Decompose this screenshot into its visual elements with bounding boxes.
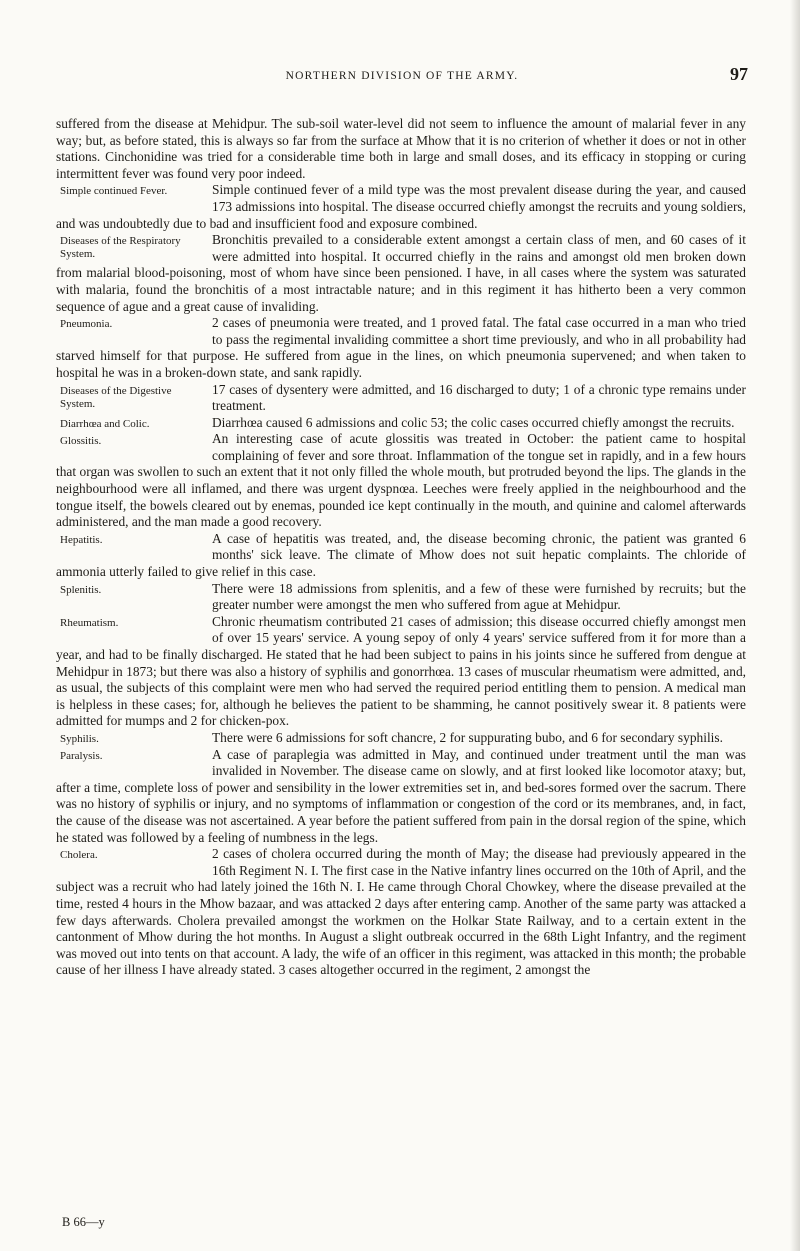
signature-mark: B 66—y — [62, 1215, 105, 1229]
side-heading: Diarrhœa and Colic. — [60, 417, 150, 430]
side-heading: Rheumatism. — [60, 616, 119, 629]
page-number: 97 — [730, 64, 748, 84]
paragraph — [56, 730, 746, 747]
paragraph — [56, 315, 746, 381]
side-heading: Diseases of the Respiratory System. — [60, 235, 181, 261]
page-edge-shadow — [790, 0, 800, 1251]
paragraph — [56, 382, 746, 415]
paragraph-text: 2 cases of pneumonia were treated, and 1 proved fatal. The fatal case occurred in a man who tried to pass the regimental invaliding committee a short time previously, and who in all probability had starved himself for that purpose. He suffered from ague in the lines, on which pneumonia supervened; and when taken to hospital he was in a broken-down state, and sank rapidly. — [56, 315, 746, 380]
side-heading: Paralysis. — [60, 749, 103, 762]
paragraph — [56, 232, 746, 315]
paragraph — [56, 182, 746, 232]
paragraph-text: Diarrhœa caused 6 admissions and colic 53; the colic cases occurred chiefly amongst the recruits. — [212, 414, 735, 430]
side-heading: Syphilis. — [60, 732, 99, 745]
page-header — [56, 66, 748, 92]
paragraph-text: An interesting case of acute glossitis was treated in October: the patient came to hospital complaining of fever and sore throat. Inflammation of the tongue set in rapidly, and in a few hours that organ was swollen to such an extent that it not only filled the whole mouth, but protruded beyond the lips. The glands in the neighbourhood were all inflamed, and there was urgent dyspnœa. Leeches were freely applied in the neighbourhood and the tongue itself, the bowels cleared out by enemas, pounded ice kept continually in the mouth, and quinine and calomel afterwards administered, and the man made a good recovery. — [56, 431, 746, 530]
paragraph-text: A case of hepatitis was treated, and, the disease becoming chronic, the patient was granted 6 months' sick leave. The climate of Mhow does not suit hepatic complaints. The chloride of ammonia utterly failed to give relief in this case. — [56, 530, 746, 580]
side-heading: Simple continued Fever. — [60, 185, 168, 198]
paragraph-text: 17 cases of dysentery were admitted, and 16 discharged to duty; 1 of a chronic type remains under treatment. — [212, 381, 746, 414]
paragraph — [56, 116, 746, 182]
side-heading: Pneumonia. — [60, 318, 113, 331]
side-heading: Glossitis. — [60, 434, 102, 447]
paragraph — [56, 846, 746, 979]
paragraph-text: 2 cases of cholera occurred during the month of May; the disease had previously appeared in the 16th Regiment N. I. The first case in the Native infantry lines occurred on the 10th of April, and the subject was a recruit who had lately joined the 16th N. I. He came through Choral Chowkey, where the disease prevailed at the time, rested 4 hours in the Mhow bazaar, and was attacked 2 days after entering camp. Another of the same party was attacked a few days afterwards. Cholera prevailed amongst the workmen on the Holkar State Railway, and to a certain extent in the cantonment of Mhow during the hot months. In August a slight outbreak occurred in the 68th Light Infantry, and the regiment was moved out into tents on that account. A lady, the wife of an officer in this regiment, was attacked in this month; the probable cause of her illness I have already stated. 3 cases altogether occurred in the regiment, 2 amongst the — [56, 846, 746, 978]
side-heading: Diseases of the Digestive System. — [60, 384, 172, 410]
running-head: NORTHERN DIVISION OF THE ARMY. — [285, 70, 519, 82]
paragraph — [56, 431, 746, 531]
paragraph-text: Simple continued fever of a mild type was the most prevalent disease during the year, and caused 173 admissions into hospital. The disease occurred chiefly amongst the recruits and young soldiers, and was undoubtedly due to bad and insufficient food and exposure combined. — [56, 182, 746, 231]
paragraph-text: suffered from the disease at Mehidpur. The sub-soil water-level did not seem to influence the amount of malarial fever in any way; but, as before stated, this is always so far from the surface at Mhow that it is no criterion of whether it does or not in other stations. Cinchonidine was tried for a considerable time both in large and small doses, and its efficacy in stopping or curing intermittent fever was found very poor indeed. — [56, 116, 746, 181]
side-heading: Hepatitis. — [60, 533, 103, 546]
paragraph — [56, 415, 746, 432]
paragraph — [56, 581, 746, 614]
side-heading: Cholera. — [60, 849, 98, 862]
paragraph-text: Chronic rheumatism contributed 21 cases of admission; this disease occurred chiefly amongst men of over 15 years' service. A young sepoy of only 4 years' service suffered from it for more than a year, and had to be finally discharged. He stated that he had been subject to pains in his joints since he suffered from dengue at Mehidpur in 1873; but there was also a history of syphilis and gonorrhœa. 13 cases of muscular rheumatism were admitted, and, as usual, the subjects of this complaint were men who had served the required period entitling them to pension. A medical man is helpless in these cases; for, although he believes the patient to be shamming, he cannot positively swear it. 8 patients were admitted for mumps and 2 for chicken-pox. — [56, 613, 746, 729]
paragraph-text: There were 6 admissions for soft chancre, 2 for suppurating bubo, and 6 for secondary syphilis. — [212, 729, 723, 745]
paragraph — [56, 531, 746, 581]
paragraph — [56, 614, 746, 730]
paragraph-text: There were 18 admissions from splenitis, and a few of these were furnished by recruits; but the greater number were amongst the men who suffered from ague at Mehidpur. — [212, 580, 746, 613]
paragraph-text: A case of paraplegia was admitted in May, and continued under treatment until the man was invalided in November. The disease came on slowly, and at first looked like locomotor ataxy; but, after a time, complete loss of power and sensibility in the lower extremities set in, and bed-sores formed over the sacrum. There was no history of syphilis or injury, and no symptoms of inflammation or congestion of the cord or its membranes, and, in fact, the cause of the disease was not ascertained. A year before the patient suffered from pain in the dorsal region of the spine, which he stated was followed by a feeling of numbness in the legs. — [56, 746, 746, 845]
paragraph — [56, 747, 746, 847]
paragraph-text: Bronchitis prevailed to a considerable extent amongst a certain class of men, and 60 cases of it were admitted into hospital. It occurred chiefly in the rains and amongst old men broken down from malarial blood-poisoning, most of whom have since been pensioned. I have, in all cases where the system was saturated with malaria, found the bronchitis of a most intractable nature; and in this regiment it has hitherto been a very common sequence of ague and a great cause of invaliding. — [56, 232, 746, 314]
side-heading: Splenitis. — [60, 583, 102, 596]
body-text — [56, 116, 746, 979]
